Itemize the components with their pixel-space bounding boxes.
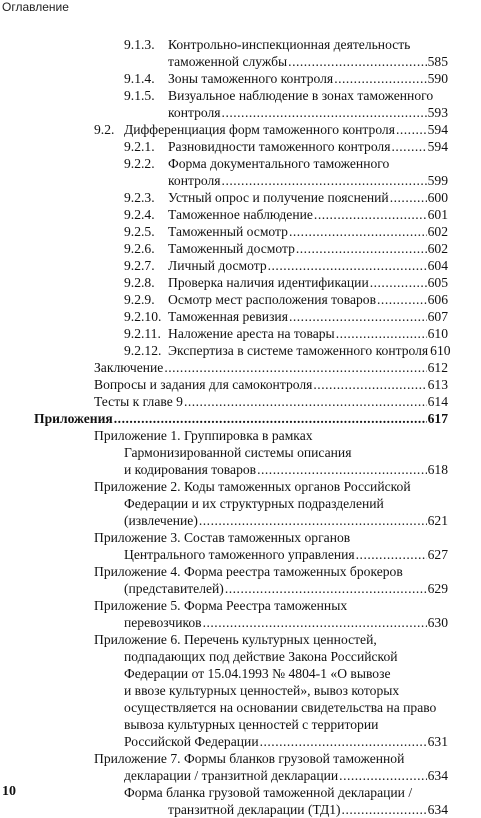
toc-page: 599 — [427, 173, 448, 188]
toc-entry-leader — [124, 614, 448, 631]
toc-entry-leader — [124, 580, 448, 597]
toc-entry-leader — [168, 325, 448, 342]
toc-section-title: Приложения — [34, 411, 113, 426]
toc-number: 9.2.9. — [124, 292, 155, 307]
toc-title: Центрального таможенного управления — [124, 547, 355, 562]
toc-number: Приложение 2. — [94, 479, 181, 494]
page-number: 10 — [2, 784, 16, 799]
toc-title: Личный досмотр — [168, 258, 267, 273]
toc-entry-leader — [168, 223, 448, 240]
toc-number: Приложение 5. — [94, 598, 181, 613]
toc-entry-leader — [168, 206, 448, 223]
toc-entry-leader — [168, 801, 448, 818]
toc-page: 629 — [427, 581, 448, 596]
toc-entry-leader — [124, 461, 448, 478]
toc-number: Приложение 1. — [94, 428, 181, 443]
toc-title: (представителей) — [124, 581, 224, 596]
toc-page: 602 — [427, 224, 448, 239]
toc-appendix-label — [94, 478, 411, 495]
toc-page: 594 — [427, 122, 448, 137]
toc-title: Зоны таможенного контроля — [168, 71, 334, 86]
toc-title: Вопросы и задания для самоконтроля — [94, 377, 313, 392]
toc-section-leader — [34, 410, 448, 427]
toc-number: Приложение 6. — [94, 632, 181, 647]
toc-entry-leader — [168, 257, 448, 274]
toc-entry-leader — [168, 291, 448, 308]
toc-page: 634 — [427, 768, 448, 783]
toc-entry-leader — [168, 274, 448, 291]
toc-entry-leader — [168, 308, 448, 325]
toc-title: таможенной службы — [168, 54, 288, 69]
toc-entry-leader — [168, 240, 448, 257]
toc-entry-leader — [94, 393, 448, 410]
toc-title: транзитной декларации (ТД1) — [168, 802, 341, 817]
toc-page: 606 — [427, 292, 448, 307]
toc-entry-leader — [168, 342, 451, 359]
toc-title: подпадающих под действие Закона Российской — [124, 649, 398, 664]
toc-number: 9.2.3. — [124, 190, 155, 205]
toc-title: Форма Реестра таможенных — [183, 598, 348, 613]
toc-number: Приложение 3. — [94, 530, 181, 545]
toc-title: перевозчиков — [124, 615, 202, 630]
toc-page: 594 — [427, 139, 448, 154]
toc-page: 621 — [427, 513, 448, 528]
toc-entry-leader — [124, 733, 448, 750]
toc-title: Состав таможенных органов — [183, 530, 351, 545]
toc-number: 9.2.7. — [124, 258, 155, 273]
toc-title: Перечень культурных ценностей, — [183, 632, 377, 647]
toc-number: 9.2.12. — [124, 343, 162, 358]
toc-number: Приложение 7. — [94, 751, 181, 766]
toc-page: 613 — [427, 377, 448, 392]
toc-page: 617 — [427, 411, 448, 426]
toc-page: 614 — [427, 394, 448, 409]
toc-title: контроля — [168, 105, 221, 120]
toc-title: декларации / транзитной декларации — [124, 768, 339, 783]
toc-page: 618 — [427, 462, 448, 477]
toc-title: Формы бланков грузовой таможенной — [183, 751, 405, 766]
toc-title: Таможенная ревизия — [168, 309, 288, 324]
toc-title: Заключение — [94, 360, 164, 375]
toc-number: 9.2.2. — [124, 156, 155, 171]
toc-page: 600 — [427, 190, 448, 205]
toc-entry-leader — [94, 359, 448, 376]
toc-page: 607 — [427, 309, 448, 324]
toc-appendix-label — [94, 563, 403, 580]
toc-number: 9.2.4. — [124, 207, 155, 222]
toc-title: Таможенное наблюдение — [168, 207, 313, 222]
toc-title: контроля — [168, 173, 221, 188]
toc-title: Наложение ареста на товары — [168, 326, 335, 341]
toc-page: 604 — [427, 258, 448, 273]
toc-entry-leader — [168, 104, 448, 121]
toc-title: Гармонизированной системы описания — [124, 445, 352, 460]
toc-number: 9.2.10. — [124, 309, 162, 324]
toc-page: 612 — [427, 360, 448, 375]
toc-title: Проверка наличия идентификации — [168, 275, 369, 290]
toc-entry-leader — [168, 138, 448, 155]
toc-entry-leader — [124, 512, 448, 529]
toc-title: осуществляется на основании свидетельства на право — [124, 700, 437, 715]
toc-page: 593 — [427, 105, 448, 120]
toc-entry-leader — [168, 189, 448, 206]
toc-entry-leader — [94, 376, 448, 393]
toc-number: 9.2.1. — [124, 139, 155, 154]
toc-page: 610 — [427, 326, 448, 341]
toc-appendix-label — [94, 631, 377, 648]
toc-appendix-label — [94, 597, 347, 614]
toc-title: Форма реестра таможенных брокеров — [183, 564, 403, 579]
toc-title: вывоза культурных ценностей с территории — [124, 717, 379, 732]
toc-title: Экспертиза в системе таможенного контроля — [168, 343, 429, 358]
toc-title: Таможенный досмотр — [168, 241, 295, 256]
toc-appendix-label — [94, 529, 350, 546]
toc-page: 585 — [427, 54, 448, 69]
toc-page: 634 — [427, 802, 448, 817]
toc-number: Приложение 4. — [94, 564, 181, 579]
toc-title: Федерации и их структурных подразделений — [124, 496, 384, 511]
toc-title: Российской Федерации — [124, 734, 259, 749]
toc-title: Федерации от 15.04.1993 № 4804-1 «О вывозе — [124, 666, 391, 681]
toc-number: 9.1.4. — [124, 71, 155, 86]
toc-page: 601 — [427, 207, 448, 222]
toc-page: 630 — [427, 615, 448, 630]
toc-number: 9.1.5. — [124, 88, 155, 103]
toc-entry-leader — [168, 172, 448, 189]
toc-page: 627 — [427, 547, 448, 562]
toc-title: Дифференциация форм таможенного контроля — [124, 122, 395, 137]
toc-number: 9.2.11. — [124, 326, 161, 341]
toc-page: 602 — [427, 241, 448, 256]
toc-entry-leader — [124, 546, 448, 563]
toc-entry-leader — [168, 70, 448, 87]
toc-title: Таможенный осмотр — [168, 224, 288, 239]
running-header: Оглавление — [2, 0, 69, 14]
toc-number: 9.2. — [94, 122, 115, 137]
toc-title: Форма бланка грузовой таможенной декларации / — [124, 785, 413, 800]
toc-number: 9.2.5. — [124, 224, 155, 239]
toc-page: 631 — [427, 734, 448, 749]
toc-page: 590 — [427, 71, 448, 86]
toc-entry-leader — [124, 121, 448, 138]
toc-number: 9.1.3. — [124, 37, 155, 52]
toc-entry-leader — [168, 53, 448, 70]
toc-number: 9.2.8. — [124, 275, 155, 290]
toc-title: Группировка в рамках — [183, 428, 313, 443]
toc-title: Разновидности таможенного контроля — [168, 139, 391, 154]
toc-entry-leader — [124, 767, 448, 784]
toc-appendix-label — [94, 750, 404, 767]
toc-title: Контрольно-инспекционная деятельность — [168, 37, 411, 52]
toc-page: 610 — [430, 343, 451, 358]
toc-title: Устный опрос и получение пояснений — [168, 190, 389, 205]
toc-title: Визуальное наблюдение в зонах таможенного — [168, 88, 434, 103]
toc-title: (извлечение) — [124, 513, 198, 528]
toc-page: 605 — [427, 275, 448, 290]
toc-number: 9.2.6. — [124, 241, 155, 256]
toc-title: Форма документального таможенного — [168, 156, 390, 171]
toc-title: и кодирования товаров — [124, 462, 257, 477]
toc-title: Тесты к главе 9 — [94, 394, 183, 409]
toc-title: Коды таможенных органов Российской — [183, 479, 411, 494]
toc-title: Осмотр мест расположения товаров — [168, 292, 377, 307]
toc-title: и ввозе культурных ценностей», вывоз которых — [124, 683, 400, 698]
toc-appendix-label — [94, 427, 313, 444]
